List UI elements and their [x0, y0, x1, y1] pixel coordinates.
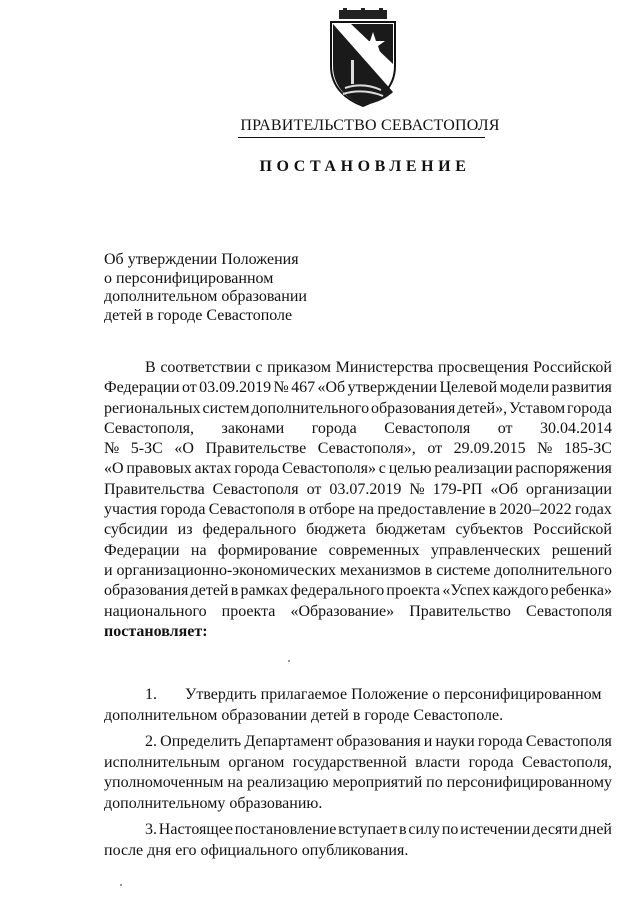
preamble-line: [104, 500, 612, 520]
government-name: ПРАВИТЕЛЬСТВО СЕВАСТОПОЛЯ: [240, 117, 500, 134]
item-line: дополнительному образованию.: [104, 794, 323, 812]
word: реализации: [434, 460, 513, 478]
word: ребенка»: [550, 582, 612, 600]
word: правовых: [126, 460, 192, 478]
word: от: [306, 480, 322, 498]
item-line: дополнительном образовании детей в городе Севастополе.: [104, 706, 504, 724]
word: субъектов: [455, 521, 524, 539]
word: персонифицированному: [446, 774, 612, 791]
preamble: [104, 358, 612, 642]
word: решений: [551, 541, 612, 559]
word: «Об: [317, 379, 346, 397]
word: законами: [221, 419, 285, 437]
word: мероприятий: [332, 774, 423, 791]
word: «Об: [490, 480, 519, 498]
word: 179-РП: [432, 480, 483, 498]
preamble-line: [104, 581, 612, 601]
word: города: [311, 419, 357, 437]
item-1: [104, 685, 612, 726]
word: Федерации: [104, 541, 180, 559]
word: Определить: [160, 733, 242, 750]
word: вступает: [338, 821, 398, 838]
word: на: [227, 774, 244, 791]
item-line: [104, 732, 612, 753]
word: Российской: [533, 521, 612, 539]
word: приказом: [267, 359, 331, 376]
word: от: [181, 379, 197, 397]
word: соответствии: [160, 359, 251, 376]
word: №: [537, 440, 553, 458]
word: власти: [415, 753, 461, 771]
word: истечении: [460, 821, 531, 838]
document-type: ПОСТАНОВЛЕНИЕ: [259, 158, 471, 175]
word: бюджета: [306, 521, 366, 539]
word: образования: [370, 399, 456, 417]
word: проекта: [221, 602, 276, 620]
word: от: [427, 440, 443, 458]
word: 03.09.2019: [199, 379, 272, 397]
word: города: [477, 733, 523, 750]
word: с: [378, 460, 386, 478]
word: образования: [336, 733, 421, 750]
word: города: [567, 399, 612, 417]
word: рамках: [240, 582, 289, 600]
word: Севастополя: [208, 501, 295, 519]
word: Севастополя,: [521, 753, 612, 771]
preamble-line: [104, 541, 612, 561]
word: региональных: [104, 399, 201, 417]
word: Севастополя,: [104, 419, 194, 437]
word: 467: [291, 379, 316, 397]
word: №: [409, 480, 425, 498]
preamble-line: [104, 561, 612, 581]
subject-line: Об утверждении Положения: [104, 251, 299, 268]
word: 3.: [145, 821, 157, 838]
word: Севастополя: [212, 480, 299, 498]
word: Севастополя: [384, 419, 471, 437]
subject-line: детей в городе Севастополе: [104, 306, 293, 324]
word: образования: [104, 582, 189, 600]
word: с: [255, 359, 263, 376]
resolution-items: [104, 685, 612, 867]
word: по: [426, 774, 443, 791]
word: постановление: [234, 821, 337, 838]
item-line: [104, 820, 612, 841]
word: Севастополя: [525, 733, 612, 750]
preamble-line: [104, 399, 612, 419]
word: 30.04.2014: [539, 419, 612, 437]
word: 2.: [145, 733, 157, 750]
word: дополнительного: [251, 399, 370, 417]
word: 2020–2022: [499, 501, 572, 519]
word: модели: [499, 379, 550, 397]
word: актах: [194, 460, 232, 478]
word: Департамент: [244, 733, 334, 750]
word: Правительстве: [205, 440, 307, 458]
word: в: [488, 501, 497, 519]
word: города: [468, 753, 514, 771]
word: в: [230, 582, 239, 600]
word: организации: [526, 480, 612, 498]
word: Российской: [533, 359, 612, 376]
preamble-line: [104, 520, 612, 540]
word: Федерации: [104, 379, 180, 397]
word: формирование: [217, 541, 318, 559]
word: в: [424, 561, 433, 579]
word: отборе: [309, 501, 356, 519]
word: распоряжения: [515, 460, 612, 478]
word: города: [160, 501, 206, 519]
sevastopol-coat-of-arms: [321, 8, 405, 108]
word: В: [145, 359, 156, 376]
word: из: [177, 521, 193, 539]
word: реализацию: [246, 774, 329, 791]
word: утверждении: [347, 379, 438, 397]
word: годах: [574, 501, 612, 519]
word: науки: [435, 733, 475, 750]
word: в: [399, 821, 407, 838]
word: детей»,: [457, 399, 508, 417]
item-line: [104, 773, 612, 794]
word: механизмов: [339, 561, 421, 579]
subject-block: [104, 251, 307, 325]
word: Настоящее: [158, 821, 233, 838]
word: на: [358, 501, 375, 519]
item-line: 1. Утвердить прилагаемое Положение о персонифицированном: [104, 685, 612, 706]
word: в: [298, 501, 306, 519]
word: национального: [104, 602, 207, 620]
subject-line: о персонифицированном: [104, 269, 274, 287]
word: детей: [190, 582, 229, 600]
word: Правительство: [409, 602, 511, 620]
preamble-line: [104, 419, 612, 439]
word: исполнительным: [104, 753, 220, 771]
word: «Успех: [442, 582, 491, 600]
word: 29.09.2015: [453, 440, 526, 458]
word: Правительства: [104, 480, 205, 498]
word: Целевой: [439, 379, 498, 397]
word: 185-ЗС: [563, 440, 612, 458]
preamble-line: [104, 378, 612, 398]
subject-line: дополнительном образовании: [104, 288, 307, 305]
item-2: [104, 732, 612, 814]
word: субсидии: [104, 521, 168, 539]
word: на: [190, 541, 207, 559]
word: дней: [579, 821, 612, 838]
word: государственной: [292, 753, 407, 771]
word: целью: [388, 460, 432, 478]
word: органом: [228, 753, 285, 771]
item-3: [104, 820, 612, 861]
item-number: 1.: [145, 686, 157, 703]
word: каждого: [492, 582, 549, 600]
preamble-line: [104, 358, 612, 378]
word: №: [104, 440, 120, 458]
word: уполномоченным: [104, 774, 224, 791]
word: №: [273, 379, 289, 397]
word: и: [104, 561, 113, 579]
preamble-line: [104, 439, 612, 459]
word: «Образование»: [290, 602, 395, 620]
word: системе: [436, 561, 491, 579]
word: современных: [328, 541, 420, 559]
word: Севастополя»,: [317, 440, 416, 458]
word: «О: [174, 440, 194, 458]
preamble-line: [104, 459, 612, 479]
word: развития: [551, 379, 612, 397]
word: города: [234, 460, 280, 478]
title-underline: [238, 137, 485, 138]
word: просвещения: [437, 359, 529, 376]
word: Севастополя: [525, 602, 612, 620]
word: федерального: [290, 582, 385, 600]
word: предоставление: [377, 501, 486, 519]
scan-speck: [288, 660, 290, 662]
word: и: [423, 733, 433, 750]
preamble-line: [104, 480, 612, 500]
item-line: [104, 753, 612, 774]
word: участия: [104, 501, 158, 519]
word: управленческих: [430, 541, 541, 559]
scan-speck: [120, 884, 122, 886]
word: силу: [408, 821, 441, 838]
preamble-line: [104, 602, 612, 622]
word: от: [497, 419, 513, 437]
word: «О: [104, 460, 124, 478]
item-line: после дня его официального опубликования.: [104, 841, 409, 859]
word: проекта: [386, 582, 441, 600]
word: дополнительного: [494, 561, 612, 579]
word: Севастополя»: [282, 460, 377, 478]
word: федерального: [202, 521, 297, 539]
word: по: [441, 821, 459, 838]
word: систем: [202, 399, 250, 417]
resolves-word: постановляет:: [104, 622, 208, 640]
word: Министерства: [335, 359, 434, 376]
word: 5-ЗС: [130, 440, 163, 458]
word: организационно-экономических: [116, 561, 337, 579]
word: Уставом: [509, 399, 566, 417]
word: десяти: [532, 821, 578, 838]
word: бюджетам: [375, 521, 446, 539]
word: 03.07.2019: [329, 480, 402, 498]
